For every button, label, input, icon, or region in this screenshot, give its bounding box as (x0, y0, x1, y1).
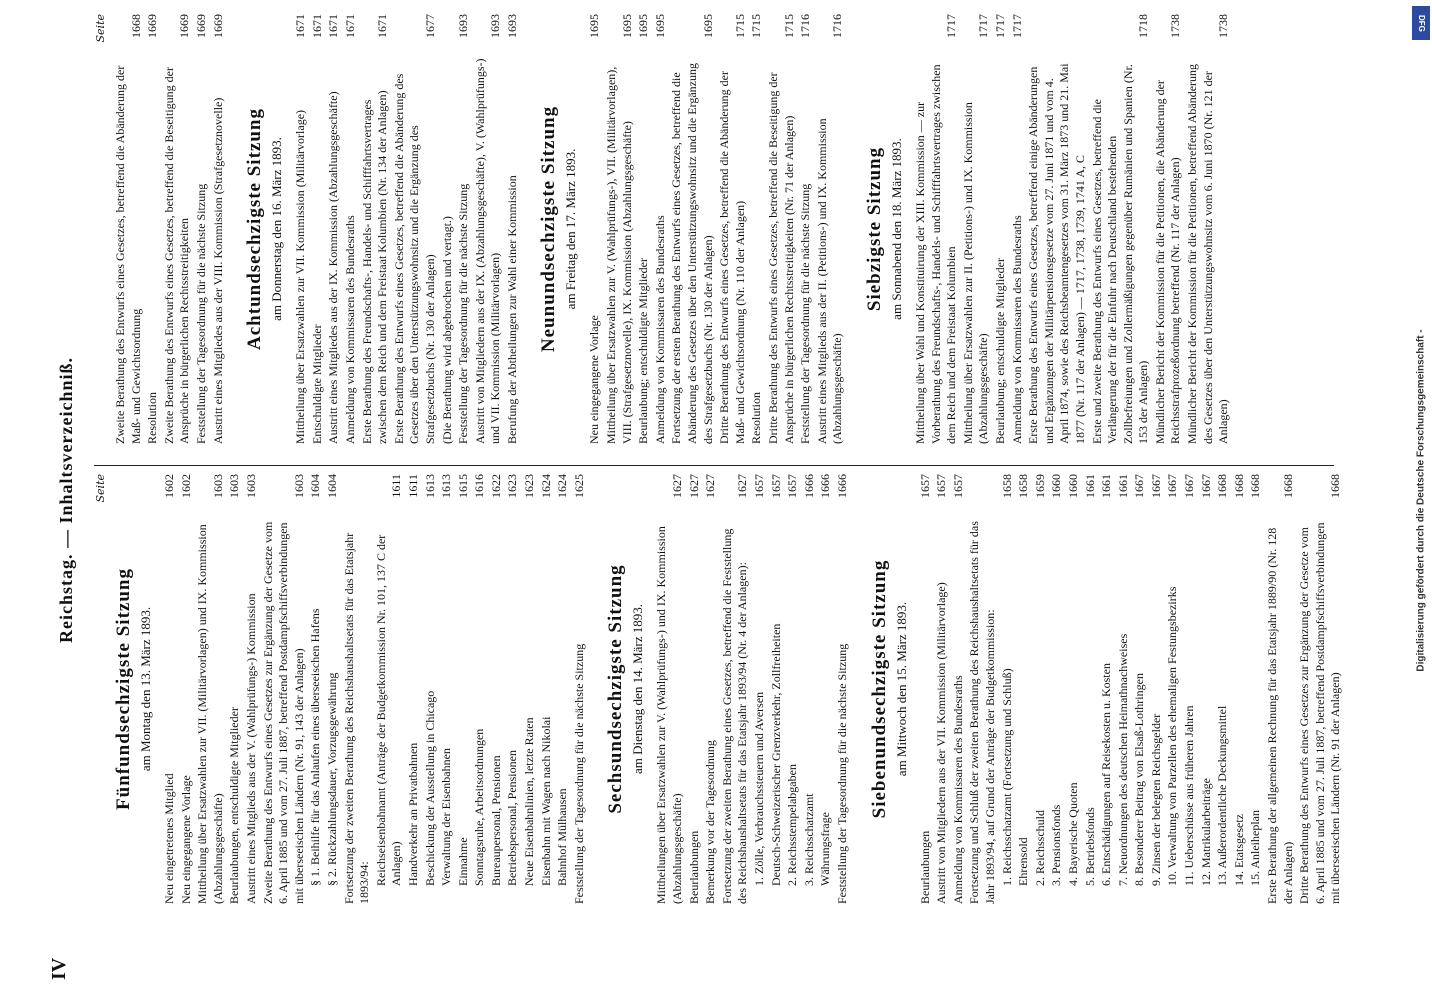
toc-entry (1116, 474, 1132, 904)
session-title: Sechsundsechzigste Sitzung (605, 564, 627, 814)
toc-entry (179, 474, 195, 904)
entry-page: 1611 (405, 474, 420, 498)
entry-page: 1718 (1136, 14, 1151, 38)
entry-text: Mittheilungen über Ersatzwahlen zur V. (Wahlprüfungs-) und IX. Kommission (Abzahlungsgeschäfte) (654, 526, 685, 904)
entry-text: 13. Außerordentliche Deckungsmittel (1215, 705, 1230, 886)
toc-entry (1182, 474, 1198, 904)
session-block (113, 14, 226, 444)
entry-text: Bemerkung vor der Tagesordnung (703, 740, 718, 904)
entry-text: 12. Matrikularbeiträge (1198, 778, 1213, 886)
entry-text: 10. Verwaltung von Parzellen des ehemaligen Festungsbezirks (1165, 586, 1180, 886)
session-title: Achtundsechzigste Sitzung (244, 108, 266, 350)
toc-entry (489, 474, 505, 904)
toc-entry (343, 14, 359, 444)
entry-text: Berufung der Abtheilungen zur Wahl einer Kommission (504, 175, 519, 444)
toc-entry (194, 14, 210, 444)
entry-page: 1717 (1009, 14, 1024, 38)
entry-text: Neue Eisenbahnlinien, letzte Raten (522, 717, 537, 886)
toc-entry (1083, 474, 1099, 904)
entry-page: 1657 (950, 474, 965, 498)
entry-page: 1602 (162, 474, 176, 498)
session-title: Fünfundsechzigste Sitzung (113, 568, 134, 810)
entry-page: 1716 (830, 14, 845, 38)
toc-entry (113, 14, 144, 444)
entry-text: Neu eingegangene Vorlage (178, 775, 193, 904)
toc-entry (261, 474, 308, 904)
entry-text: Resolution (749, 391, 764, 444)
session-date: am Mittwoch den 15. März 1893. (893, 601, 909, 777)
entry-page: 1661 (1099, 474, 1114, 498)
entry-page: 1717 (992, 14, 1007, 38)
toc-entry (1010, 14, 1026, 444)
entry-text: 3. Reichsschatzamt (801, 793, 816, 886)
entry-text: Beschickung der Ausstellung in Chicago (422, 690, 437, 886)
toc-entry (1199, 474, 1215, 904)
entry-text: Sonntagsruhe, Arbeitsordnungen (472, 728, 487, 886)
entry-page: 1615 (455, 474, 470, 498)
entry-text: Beurlaubungen (686, 830, 701, 904)
entry-page: 1659 (1032, 474, 1047, 498)
toc-entry (211, 14, 227, 444)
running-head: Reichstag. — Inhaltsverzeichniß. (56, 357, 76, 643)
entry-text: Fortsetzung der zweiten Berathung des Reichshaushaltsetats für das Etatsjahr 1893/94: (341, 532, 372, 904)
entry-text: 2. Reichsschuld (1032, 810, 1047, 886)
entry-page: 1695 (652, 14, 667, 38)
entry-page: 1623 (505, 474, 520, 498)
entry-page: 1693 (488, 14, 503, 38)
entry-page: 1668 (1280, 474, 1295, 498)
toc-entry (374, 474, 405, 904)
entry-text: Austritt eines Mitglieds aus der V. (Wahlprüfungs-) Kommission (243, 593, 258, 904)
toc-entry (1297, 474, 1344, 904)
entry-text: Beurlaubungen, entschuldigte Mitglieder (227, 707, 242, 904)
toc-entry (1090, 14, 1152, 444)
entry-text: Dritte Berathung des Entwurfs eines Gesetzes, betreffend die Beseitigung der Ansprüche in bürgerlichen Rechtsstreitigkeiten (Nr. 71 der Anlagen) (766, 72, 796, 444)
watermark-text: Digitalisierung gefördert durch die Deutsche Forschungsgemeinschaft - (1415, 328, 1427, 672)
toc-entry (406, 474, 422, 904)
entry-text: 7. Neuordnungen des deutschen Heimathnachweises (1115, 633, 1130, 886)
entry-text: Mündlicher Bericht der Kommission für die Petitionen, betreffend Abänderung des Gesetzes über den Unterstützungswohnsitz vom 6. Juni 1870 (Nr. 121 der Anlagen) (1185, 63, 1231, 444)
entry-text: Resolution (145, 391, 160, 444)
toc-entry (993, 14, 1009, 444)
entry-page: 1603 (227, 474, 242, 498)
entry-page: 1669 (177, 14, 192, 38)
entry-text: Deutsch-Schweizerischer Grenzverkehr, Zollfreiheiten (768, 623, 783, 886)
entry-text: § 2. Rückzahlungsdauer, Vorzugsgewährung (324, 672, 339, 886)
toc-entry (802, 474, 818, 904)
toc-entry (522, 474, 538, 904)
entry-text: Erste Berathung des Freundschafts-, Handels- und Schifffahrtsvertrages zwischen dem Reich und dem Freistaat Kolumbien (Nr. 134 der Anlagen) (359, 90, 390, 444)
entry-page: 1677 (422, 14, 437, 38)
toc-entry (1132, 474, 1148, 904)
entry-text: 1. Zölle, Verbrauchssteuern und Aversen (752, 691, 766, 886)
session-block (113, 474, 587, 904)
toc-entry (440, 14, 456, 444)
entry-page: 1604 (308, 474, 323, 498)
session-title: Neunundsechzigste Sitzung (538, 105, 560, 353)
entry-page: 1717 (976, 14, 991, 38)
toc-entry (1153, 14, 1184, 444)
entry-page: 1715 (749, 14, 764, 38)
entry-text: Erste Berathung des Entwurfs eines Gesetzes, betreffend die Abänderung des Gesetzes über den Unterstützungswohnsitz und die Ergänzung des Strafgesetzbuchs (Nr. 130 der Anlagen) (391, 73, 437, 444)
entry-text: Austritt eines Mitgliedes aus der VIII. Kommission (Strafgesetznovelle) (210, 97, 225, 444)
toc-entry (1016, 474, 1032, 904)
toc-entry (1215, 474, 1231, 904)
toc-entry (539, 474, 555, 904)
toc-entry (1265, 474, 1296, 904)
page-number: IV (48, 957, 70, 980)
toc-entry (785, 474, 801, 904)
entry-page: 1661 (1115, 474, 1130, 498)
toc-entry (1185, 14, 1232, 444)
entry-text: Bahnhof Mülhausen (555, 788, 570, 886)
entry-text: Erste und zweite Berathung des Entwurfs eines Gesetzes, betreffend die Verlängerung der für die Einfuhr nach Deutschland bestehenden Zollbefreiungen und Zollermäßigungen gegenüber Rumänien und Spanien (Nr. 153 der Anlagen) (1089, 64, 1151, 444)
toc-entry (717, 14, 748, 444)
entry-page: 1717 (944, 14, 959, 38)
entry-page: 1695 (587, 14, 602, 38)
entry-page: 1627 (670, 474, 685, 498)
entry-page: 1660 (1065, 474, 1080, 498)
entry-text: Eisenbahn mit Wagen nach Nikolai (538, 716, 553, 886)
toc-entry (703, 474, 719, 904)
toc-entry (818, 474, 834, 904)
entry-page: 1671 (309, 14, 324, 38)
entry-page: 1666 (801, 474, 816, 498)
toc-entry (961, 14, 992, 444)
session-date: am Donnerstag den 16. März 1893. (269, 137, 285, 321)
entry-page: 1668 (1328, 474, 1343, 498)
entry-page: 1613 (439, 474, 454, 498)
entry-page: 1603 (243, 474, 258, 498)
entry-text: Fortsetzung der zweiten Berathung eines Gesetzes, betreffend die Feststellung des Reichshaushaltsetats für das Etatsjahr 1893/94 (Nr. 4 der Anlagen): (719, 528, 750, 904)
session-title: Siebzigste Sitzung (863, 146, 885, 312)
entry-page: 1669 (210, 14, 225, 38)
toc-entry (636, 14, 652, 444)
toc-entry (815, 14, 846, 444)
toc-entry (325, 474, 341, 904)
entry-page: 1624 (555, 474, 570, 498)
entry-page: 1627 (735, 474, 750, 498)
entry-text: Reichseisenbahnamt (Anträge der Budgetkommission Nr. 101, 137 C der Anlagen) (373, 534, 404, 886)
toc-entry (587, 14, 603, 444)
entry-text: Handverkehr an Privatbahnen (405, 742, 420, 886)
entry-text: 4. Bayerische Quoten (1065, 782, 1080, 886)
entry-page: 1667 (1132, 474, 1147, 498)
entry-page: 1657 (917, 474, 932, 498)
entry-text: Zweite Berathung des Entwurfs eines Gesetzes, betreffend die Abänderung der Maß- und Gewichtsordnung (113, 65, 143, 444)
entry-text: Mittheilung über Ersatzwahlen zur II. (Petitions-) und IX. Kommission (Abzahlungsgeschäfte) (960, 102, 991, 444)
toc-entry (326, 14, 342, 444)
toc-entry (360, 14, 391, 444)
entry-text: Fortsetzung und Schluß der zweiten Berathung des Reichshaushaltsetats für das Jahr 1893/94, auf Grund der Anträge der Budgetkommission: (967, 521, 997, 904)
toc-entry (439, 474, 455, 904)
entry-page: 1623 (522, 474, 537, 498)
entry-text: 1. Reichsschatzamt (Fortsetzung und Schluß) (999, 668, 1014, 886)
entry-text: 15. Anleiheplan (1248, 810, 1263, 886)
toc-entry (1165, 474, 1181, 904)
entry-page: 1667 (1198, 474, 1213, 498)
toc-entry (1033, 474, 1049, 904)
session-date: am Freitag den 17. März 1893. (563, 148, 579, 310)
entry-page: 1658 (999, 474, 1014, 498)
entry-page: 1667 (1182, 474, 1197, 498)
entry-text: 14. Etatsgesetz (1231, 814, 1246, 886)
toc-entry (951, 474, 967, 904)
entry-text: Ehrensold (1016, 837, 1031, 886)
entry-page: 1695 (619, 14, 634, 38)
entry-page: 1671 (375, 14, 390, 38)
entry-page: 1661 (1082, 474, 1097, 498)
entry-text: Anmeldung von Kommissaren des Bundesraths (342, 215, 357, 444)
toc-entry (1066, 474, 1082, 904)
toc-entry (766, 14, 797, 444)
entry-text: Verwaltung der Eisenbahnen (439, 748, 454, 886)
entry-page: 1666 (834, 474, 849, 498)
toc-entry (472, 474, 488, 904)
entry-page: 1715 (732, 14, 747, 38)
toc-entry (227, 474, 243, 904)
entry-text: Mittheilung über Ersatzwahlen zur VII. (Militärvorlagen) und IX. Kommission (Abzahlungsgeschäfte) (195, 524, 225, 904)
toc-entry (720, 474, 751, 904)
entry-text: Anmeldung von Kommissaren des Bundesraths (652, 215, 667, 444)
entry-page: 1666 (818, 474, 833, 498)
session-block (244, 14, 520, 444)
toc-entry (473, 14, 504, 444)
toc-entry (456, 474, 472, 904)
toc-entry (769, 474, 785, 904)
toc-entry (308, 474, 324, 904)
entry-text: Neu eingetretenes Mitglied (162, 773, 176, 904)
entry-page: 1657 (768, 474, 783, 498)
toc-entry (687, 474, 703, 904)
entry-text: Beurlaubungen (917, 830, 932, 904)
seite-label: Seite (94, 474, 107, 503)
entry-text: Austritt von Mitgliedern aus der VII. Kommission (Militärvorlage) (934, 582, 949, 904)
toc-entry (1026, 14, 1088, 444)
entry-page: 1622 (488, 474, 503, 498)
toc-entry (342, 474, 373, 904)
entry-text: (Die Berathung wird abgebrochen und vertagt.) (439, 216, 454, 444)
entry-text: Dritte Berathung des Entwurfs eines Gesetzes, betreffend die Abänderung der Maß- und Gewichtsordnung (Nr. 110 der Anlagen) (717, 71, 747, 444)
entry-page: 1624 (538, 474, 553, 498)
entry-text: Feststellung der Tagesordnung für die nächste Sitzung (456, 183, 471, 444)
right-column (94, 14, 1250, 444)
toc-entry (967, 474, 998, 904)
entry-text: Erste Berathung der allgemeinen Rechnung für das Etatsjahr 1889/90 (Nr. 128 der Anlagen) (1265, 527, 1295, 904)
entry-page: 1716 (798, 14, 813, 38)
toc-entry (505, 14, 521, 444)
left-column (94, 465, 1343, 904)
entry-page: 1671 (342, 14, 357, 38)
toc-entry (145, 14, 161, 444)
entry-page: 1669 (145, 14, 160, 38)
toc-entry (555, 474, 571, 904)
entry-text: Beurlaubung; entschuldigte Mitglieder (636, 258, 651, 444)
entry-text: Währungsfrage (818, 812, 833, 886)
entry-text: Feststellung der Tagesordnung für die nächste Sitzung (834, 643, 849, 904)
entry-page: 1693 (504, 14, 519, 38)
toc-entry (310, 14, 326, 444)
entry-page: 1657 (752, 474, 766, 498)
toc-entry (1099, 474, 1115, 904)
entry-page: 1627 (686, 474, 701, 498)
entry-text: Austritt von Mitgliedern aus der IX. (Abzahlungsgeschäfte), V. (Wahlprüfungs-) und VII. Kommission (Militärvorlagen) (472, 58, 503, 444)
session-block (605, 474, 850, 904)
entry-page: 1667 (1148, 474, 1163, 498)
entry-text: 6. Entschädigungen auf Reisekosten u. Kosten (1099, 663, 1114, 886)
entry-text: Beurlaubung; entschuldigte Mitglieder (992, 258, 1007, 444)
toc-entry (392, 14, 439, 444)
entry-page: 1658 (1016, 474, 1031, 498)
entry-text: Betriebspersonal, Pensionen (505, 750, 520, 886)
dfg-logo: DFG (1412, 6, 1430, 40)
entry-text: 5. Betriebsfonds (1082, 807, 1097, 886)
entry-page: 1668 (128, 14, 143, 38)
entry-text: Mittheilung über Wahl und Konstituirung der XIII. Kommission — zur Vorberathung des Freundschafts-, Handels- und Schifffahrtsvertrages zwischen dem Reich und dem Freistaat Kolumbien (912, 64, 959, 444)
entry-page: 1660 (1049, 474, 1064, 498)
entry-page: 1738 (1168, 14, 1183, 38)
session-date: am Montag den 13. März 1893. (138, 606, 153, 772)
entry-page: 1695 (636, 14, 651, 38)
toc-entry (653, 14, 669, 444)
entry-text: Neu eingegangene Vorlage (587, 315, 602, 444)
toc-entry (162, 474, 178, 904)
entry-page: 1603 (210, 474, 225, 498)
entry-page: 1611 (389, 474, 404, 498)
entry-text: Feststellung der Tagesordnung für die nächste Sitzung (193, 183, 208, 444)
entry-text: Mittheilung über Ersatzwahlen zur VII. Kommission (Militärvorlage) (293, 109, 308, 444)
entry-page: 1668 (1215, 474, 1230, 498)
toc-entry (195, 474, 226, 904)
entry-page: 1602 (178, 474, 193, 498)
session-date: am Sonnabend den 18. März 1893. (888, 138, 904, 320)
entry-page: 1668 (1231, 474, 1246, 498)
toc-entry (244, 474, 260, 904)
entry-text: Anmeldung von Kommissaren des Bundesraths (950, 675, 965, 904)
entry-page: 1657 (934, 474, 949, 498)
toc-entry (918, 474, 934, 904)
toc-entry (162, 14, 193, 444)
toc-entry (934, 474, 950, 904)
toc-entry (456, 14, 472, 444)
toc-entry (749, 14, 765, 444)
toc-entry (835, 474, 851, 904)
session-date: am Dienstag den 14. März 1893. (630, 603, 646, 775)
entry-page: 1625 (571, 474, 586, 498)
entry-text: Zweite Berathung des Entwurfs eines Gesetzes, betreffend die Beseitigung der Ansprüche in bürgerlichen Rechtsstreitigkeiten (161, 67, 192, 444)
watermark-strip (1410, 0, 1432, 1000)
entry-text: Feststellung der Tagesordnung für die nächste Sitzung (571, 643, 586, 904)
entry-page: 1695 (700, 14, 715, 38)
toc-entry (505, 474, 521, 904)
entry-text: Erste Berathung des Entwurfs eines Gesetzes, betreffend einige Abänderungen und Ergänzungen der Militärpensionsgesetze vom 27. Juni 1871 und vom 4. April 1874, sowie des Reichsbeamtengesetzes vom 31. März 1873 und 21. Mai 1877 (Nr. 117 der Anlagen) — 1717, 1738, 1739, 1741 A, C (1026, 63, 1087, 444)
entry-text: Mündlicher Bericht der Kommission für die Petitionen, die Abänderung der Reichsstrafprozeßordnung betreffend (Nr. 117 der Anlagen) (1152, 80, 1183, 444)
session-title: Siebenundsechzigste Sitzung (868, 559, 890, 819)
session-block (864, 14, 1232, 444)
entry-text: Fortsetzung der ersten Berathung des Entwurfs eines Gesetzes, betreffend die Abänderung des Gesetzes über den Unterstützungswohnsitz und die Ergänzung des Strafgesetzbuchs (Nr. 130 der Anlagen) (669, 62, 715, 444)
entry-text: Mittheilung über Ersatzwahlen zur V. (Wahlprüfungs-), VII. (Militärvorlagen), VIII. (Strafgesetznovelle), IX. Kommission (Abzahlungsgeschäfte) (604, 66, 634, 444)
entry-text: Zweite Berathung des Entwurfs eines Gesetzes zur Ergänzung der Gesetze vom 6. April 1885 und vom 27. Juli 1887, betreffend Postdampfschiffsverbindungen mit überseeischen Ländern (Nr. 91, 143 der Anlagen) (260, 521, 306, 904)
entry-text: Dritte Berathung des Entwurfs eines Gesetzes zur Ergänzung der Gesetze vom 6. April 1885 und vom 27. Juli 1887, betreffend Postdampfschiffsverbindungen mit überseeischen Ländern (Nr. 91 der Anlagen) (1297, 522, 1343, 904)
toc-entry (798, 14, 814, 444)
entry-text: Austritt eines Mitgliedes aus der IX. Kommission (Abzahlungsgeschäfte) (326, 91, 341, 444)
entry-text: 8. Besonderer Beitrag von Elsaß-Lothringen (1132, 673, 1147, 886)
entry-page: 1715 (781, 14, 796, 38)
entry-page: 1693 (456, 14, 471, 38)
entry-page: 1671 (326, 14, 341, 38)
toc-entry (572, 474, 588, 904)
toc-entry (669, 14, 716, 444)
entry-text: Einnahme (455, 837, 470, 886)
entry-page: 1667 (1165, 474, 1180, 498)
toc-entry (1049, 474, 1065, 904)
entry-page: 1603 (291, 474, 306, 498)
entry-page: 1627 (703, 474, 718, 498)
entry-page: 1613 (422, 474, 437, 498)
entry-text: Austritt eines Mitglieds aus der II. (Petitions-) und IX. Kommission (Abzahlungsgeschäfte) (814, 118, 845, 444)
toc-entry (423, 474, 439, 904)
toc-entry (1149, 474, 1165, 904)
entry-page: 1669 (193, 14, 208, 38)
entry-text: 2. Reichsstempelabgaben (785, 764, 800, 886)
entry-text: 9. Zinsen der belegten Reichsgelder (1148, 713, 1163, 886)
entry-page: 1604 (324, 474, 339, 498)
entry-text: Feststellung der Tagesordnung für die nächste Sitzung (798, 183, 813, 444)
seite-label: Seite (94, 14, 107, 43)
entry-text: Bureaupersonal, Pensionen (488, 755, 503, 886)
toc-entry (654, 474, 685, 904)
entry-page: 1616 (472, 474, 487, 498)
entry-text: Entschuldigte Mitglieder (309, 324, 324, 444)
entry-text: 3. Pensionsfonds (1049, 804, 1064, 886)
toc-entry (1248, 474, 1264, 904)
toc-entry (913, 14, 960, 444)
toc-entry (1232, 474, 1248, 904)
entry-text: 11. Ueberschüsse aus früheren Jahren (1182, 705, 1197, 886)
entry-page: 1668 (1248, 474, 1263, 498)
entry-page: 1671 (293, 14, 308, 38)
session-block (538, 14, 846, 444)
toc-entry (293, 14, 309, 444)
toc-entry (604, 14, 635, 444)
toc-entry (1000, 474, 1016, 904)
toc-entry (752, 474, 768, 904)
entry-page: 1738 (1216, 14, 1231, 38)
session-block (869, 474, 1344, 904)
entry-text: Anmeldung von Kommissaren des Bundesraths (1009, 215, 1024, 444)
entry-page: 1657 (785, 474, 800, 498)
entry-text: § 1. Beihilfe für das Anlaufen eines überseeischen Hafens (308, 608, 323, 886)
